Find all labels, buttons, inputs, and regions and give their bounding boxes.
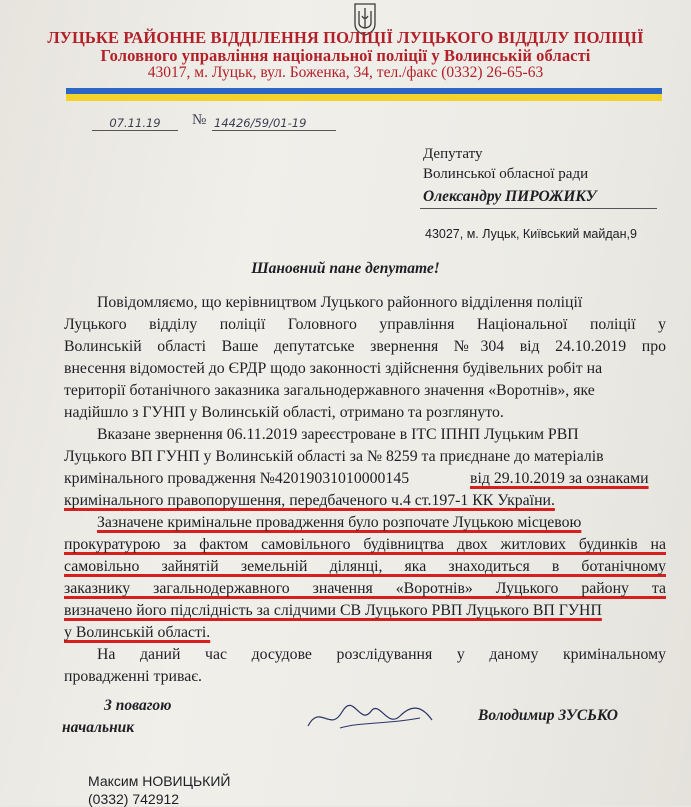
org-address: 43017, м. Луцьк, вул. Боженка, 34, тел./факс (0332) 26-65-63: [147, 64, 544, 81]
p3-line: заказнику загальнодержавного значення «Воротнів» Луцького району та: [64, 580, 666, 597]
p2-line-case-number: кримінального провадження №42019031010000145: [64, 470, 410, 487]
closing: З повагою: [104, 697, 172, 714]
outgoing-number-sign: №: [192, 112, 207, 128]
p1-line: надійшло з ГУНП у Волинській області, отримано та розглянуто.: [64, 404, 504, 421]
p1-line: Волинській області Ваше депутатське звернення №304 від 24.10.2019 про: [64, 338, 666, 355]
recipient-name: Олександру ПИРОЖИКУ: [423, 188, 597, 205]
p1-line: внесення відомостей до ЄРДР щодо законності здійснення будівельних робіт на: [64, 360, 603, 377]
p4-line: На даний час досудове розслідування у даному кримінальному: [97, 646, 666, 663]
greeting: Шановний пане депутате!: [251, 260, 440, 277]
flag-stripe-yellow: [66, 94, 662, 101]
org-name-line-1: ЛУЦЬКЕ РАЙОННЕ ВІДДІЛЕННЯ ПОЛІЦІЇ ЛУЦЬКОГО ВІДДІЛУ ПОЛІЦІЇ: [47, 28, 644, 47]
p3-line: самовільно зайнятій земельній ділянці, яка знаходиться в ботанічному: [64, 558, 666, 575]
outgoing-number: 14426/59/01-19: [212, 116, 336, 131]
recipient-divider: [420, 208, 657, 209]
p1-line: Луцького відділу поліції Головного управління Національної поліції у: [64, 316, 666, 333]
signatory-position: начальник: [62, 719, 135, 736]
executor-phone: (0332) 742912: [88, 791, 180, 807]
p2-line-offence: кримінального правопорушення, передбаченого ч.4 ст.197-1 КК України.: [64, 492, 555, 509]
outgoing-date: 07.11.19: [92, 116, 178, 131]
recipient-address: 43027, м. Луцьк, Київський майдан,9: [425, 227, 637, 241]
p3-line: у Волинській області.: [64, 624, 211, 641]
p2-line: Вказане звернення 06.11.2019 зареєстроване в ІТС ІПНП Луцьким РВП: [97, 426, 579, 443]
p2-line: Луцького ВП ГУНП у Волинській області за № 8259 та приєднане до матеріалів: [64, 448, 604, 465]
p3-line: прокуратурою за фактом самовільного будівництва двох житлових будинків на: [64, 536, 666, 553]
p3-line: визначено його підслідність за слідчими СВ Луцького РВП Луцького ВП ГУНП: [64, 602, 602, 619]
handwritten-signature: [300, 698, 440, 738]
p2-line-case-date: від 29.10.2019 за ознаками: [470, 470, 649, 487]
org-name-line-2: Головного управління національної поліції у Волинській області: [100, 46, 591, 65]
recipient-title: Депутату: [423, 146, 483, 162]
executor-name: Максим НОВИЦЬКИЙ: [88, 773, 231, 789]
p4-line: провадженні триває.: [64, 668, 202, 685]
p3-line: Зазначене кримінальне провадження було розпочате Луцькою місцевою: [97, 514, 582, 531]
p1-line: Повідомляємо, що керівництвом Луцького районного відділення поліції: [97, 294, 583, 311]
p1-line: території ботанічного заказника загальнодержавного значення «Воротнів», яке: [64, 382, 595, 399]
recipient-council: Волинської обласної ради: [423, 166, 589, 182]
signatory-name: Володимир ЗУСЬКО: [478, 707, 618, 724]
